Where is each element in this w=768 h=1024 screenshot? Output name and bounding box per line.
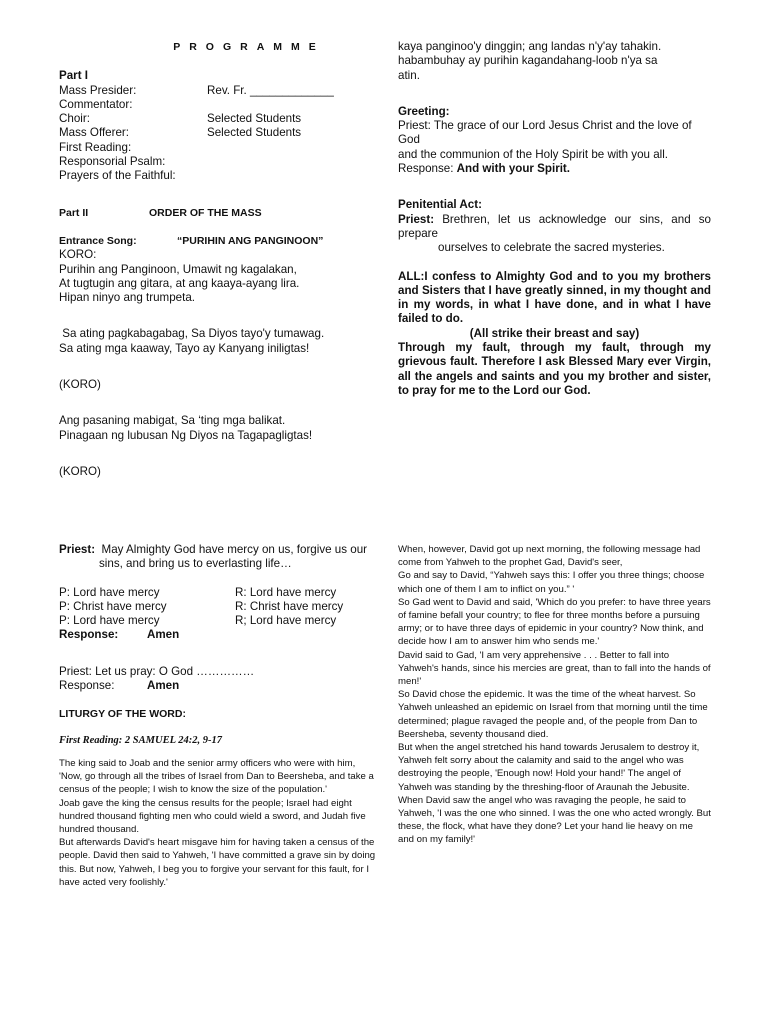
response-text: Amen [147,679,180,693]
response-label: Response: [398,162,457,176]
kyrie-response-line: R; Lord have mercy [235,614,337,628]
entrance-title: “PURIHIN ANG PANGINOON” [177,234,324,247]
kyrie-row [59,614,379,628]
greeting-priest-cont: and the communion of the Holy Spirit be with you all. [398,147,669,161]
verse-line: Sa ating pagkabagabag, Sa Diyos tayo'y tumawag. [59,327,325,341]
kyrie-response [59,628,379,642]
confiteor-part1: ALL:I confess to Almighty God and to you my brothers and Sisters that I have greatly sinned, in my thought and in my words, in what I have done, and in what I have failed to do. [398,269,711,326]
koro-line: At tugtugin ang gitara, at ang kaaya-ayang lira. [59,276,300,290]
reading-paragraph: So Gad went to David and said, 'Which do you prefer: to have three years of famine befall your country; to flee for three months before a pursuing army; or to have three days of epidemic in your country? Now think, and decide how I am to answer him who sends me.' [398,596,711,648]
song-continuation-line: kaya panginoo'y dinggin; ang landas n'y'ay tahakin. [398,40,662,53]
response-text: And with your Spirit. [456,162,571,176]
role-label: First Reading: [59,140,132,154]
role-row [59,141,379,155]
priest-text: Brethren, let us acknowledge our sins, and so prepare [398,212,711,240]
song-continuation-line: atin. [398,68,420,82]
penitential-priest [398,213,711,242]
verse-line: Pinagaan ng lubusan Ng Diyos na Tagapagligtas! [59,428,313,442]
song-continuation-line: habambuhay ay purihin kagandahang-loob n'ya sa [398,54,658,68]
entrance-song-row [59,234,379,248]
response-label: Response: [59,679,115,693]
reading-paragraph: The king said to Joab and the senior army officers who were with him, 'Now, go through all the tribes of Israel from Dan to Beersheba, and take a census of the people; I wish to know the size of the population.' [59,757,374,796]
role-value: Selected Students [207,126,302,140]
role-row [59,169,379,183]
priest-label: Priest: [59,543,96,556]
part2-heading-row [59,206,379,220]
penitential-heading: Penitential Act: [398,198,482,212]
role-value: Selected Students [207,112,302,126]
kyrie-response-line: R: Lord have mercy [235,585,337,599]
kyrie-priest-line: P: Lord have mercy [59,614,160,628]
kyrie-section [59,543,379,889]
greeting-heading: Greeting: [398,104,450,118]
confiteor-rubric: (All strike their breast and say) [469,326,640,340]
kyrie-row [59,600,379,614]
role-label: Commentator: [59,97,133,111]
confiteor-part2: Through my fault, through my fault, through my grievous fault. Therefore I ask Blessed Mary ever Virgin, all the angels and saints and you my brother and sister, to pray for me to the Lord our God. [398,341,711,397]
reading-paragraph: So David chose the epidemic. It was the time of the wheat harvest. So Yahweh unleashed an epidemic on Israel from that morning until the time determined; plague ravaged the people and, of the people from Dan to Beersheba, seventy thousand died. [398,689,708,740]
role-row [59,155,379,169]
reading-paragraph: When, however, David got up next morning, the following message had come from Yahweh to the prophet Gad, David's seer, [398,544,701,569]
entrance-label: Entrance Song: [59,234,137,247]
kyrie-response-line: R: Christ have mercy [235,599,344,613]
programme-title: PROGRAMME [173,41,325,53]
greeting-section [398,40,711,398]
reading-paragraph: But when the angel stretched his hand towards Jerusalem to destroy it, Yahweh felt sorry about the calamity and said to the angel who was destroying the people, 'Enough now! Hold your hand!' The angel of Yahweh was standing by the threshing-floor of Araunah the Jebusite. [398,742,700,793]
liturgy-heading: LITURGY OF THE WORD: [59,708,186,721]
role-label: Choir: [59,112,90,126]
role-label: Prayers of the Faithful: [59,169,176,183]
role-label: Responsorial Psalm: [59,155,166,169]
priest-label: Priest: [398,212,435,226]
koro-line: Purihin ang Panginoon, Umawit ng kagalakan, [59,262,297,276]
pray-response [59,679,379,693]
response-text: Amen [147,628,180,642]
kyrie-priest [59,543,379,557]
role-label: Mass Presider: [59,83,137,97]
koro-reference: (KORO) [59,378,101,392]
first-reading-title: First Reading: 2 SAMUEL 24:2, 9-17 [59,734,222,746]
koro-label: KORO: [59,248,97,262]
part2-heading: Part II [59,206,89,219]
koro-line: Hipan ninyo ang trumpeta. [59,291,195,305]
penitential-priest-cont: ourselves to celebrate the sacred mysteries. [438,241,665,255]
response-label: Response: [59,628,119,642]
role-row [59,98,379,112]
reading-paragraph: When David saw the angel who was ravaging the people, he said to Yahweh, 'I was the one who sinned. I was the one who acted wrongly. But these, the flock, what have they done? Let your hand lie heavy on me and on my family!' [398,794,711,846]
roles-list [59,84,379,184]
greeting-response [398,162,711,176]
pray-line: Priest: Let us pray: O God …………… [59,664,255,678]
part1-heading: Part I [59,69,88,83]
kyrie-priest-cont: sins, and bring us to everlasting life… [99,557,292,571]
role-row [59,126,379,140]
role-row [59,112,379,126]
kyrie-row [59,586,379,600]
priest-text: May Almighty God have mercy on us, forgive us our [95,543,368,556]
verse-line: Ang pasaning mabigat, Sa ‘ting mga balikat. [59,414,286,428]
part2-title: ORDER OF THE MASS [149,206,262,219]
programme-section [59,40,379,479]
kyrie-priest-line: P: Christ have mercy [59,599,167,613]
reading-paragraph: Go and say to David, “Yahweh says this: I offer you three things; choose which one of them I am to inflict on you.” ' [398,570,705,595]
greeting-priest: Priest: The grace of our Lord Jesus Christ and the love of God [398,119,692,147]
role-value: Rev. Fr. _____________ [207,83,334,97]
kyrie-priest-line: P: Lord have mercy [59,585,160,599]
role-label: Mass Offerer: [59,126,130,140]
reading-paragraph: David said to Gad, 'I am very apprehensive . . . Better to fall into Yahweh's hands, since his mercies are great, than to fall into the hands of men!' [398,649,711,688]
koro-reference: (KORO) [59,464,101,478]
reading-continuation [398,543,711,847]
role-row [59,84,379,98]
verse-line: Sa ating mga kaaway, Tayo ay Kanyang iniligtas! [59,341,310,355]
reading-paragraph: Joab gave the king the census results for the people; Israel had eight hundred thousand fighting men who could wield a sword, and Judah five hundred thousand. [59,797,366,835]
reading-paragraph: But afterwards David's heart misgave him for having taken a census of the people. David then said to Yahweh, 'I have committed a grave sin by doing this. But now, Yahweh, I beg you to forgive your servant for this fault, for I have acted very foolishly.' [59,837,376,888]
